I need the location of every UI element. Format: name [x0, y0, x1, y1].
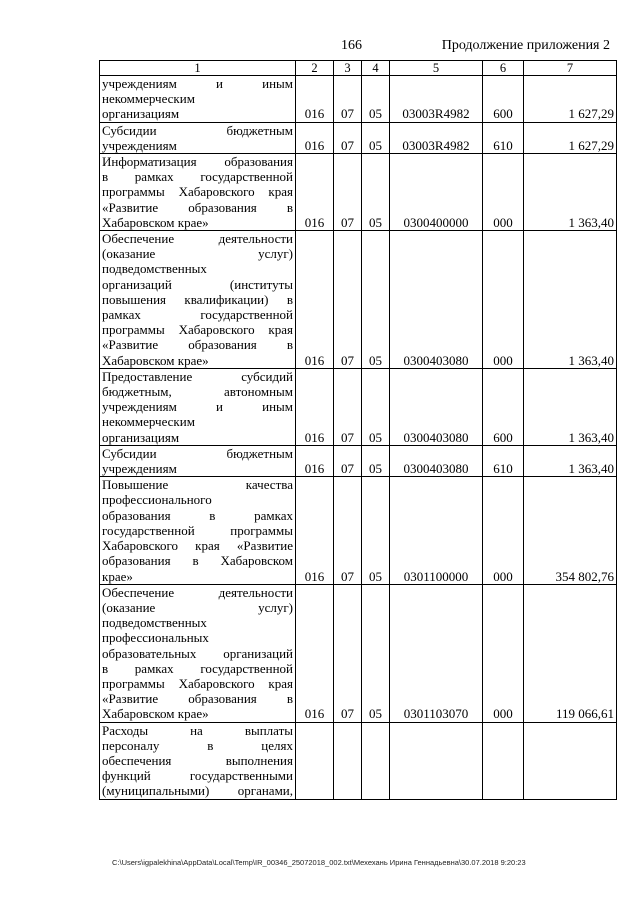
table-row: [100, 76, 617, 123]
amount: 1 363,40: [524, 368, 617, 445]
row-name-line: профессиональных: [102, 630, 209, 646]
row-name-line: учреждениям: [102, 137, 177, 153]
row-name-line: программы Хабаровского края: [102, 184, 293, 200]
target-article-code: 03003R4982: [390, 122, 483, 153]
expense-type-code: 600: [483, 368, 524, 445]
section-code: 07: [334, 477, 362, 584]
row-name-line: Обеспечение деятельности: [102, 231, 293, 247]
row-name: [100, 584, 296, 722]
row-name-line: в рамках государственной: [102, 660, 293, 676]
page-number: 166: [341, 38, 362, 53]
expense-type-code: 000: [483, 231, 524, 369]
subsection-code: 05: [362, 368, 390, 445]
row-name-line: образования в рамках: [102, 507, 293, 523]
row-name-line: Хабаровском крае»: [102, 352, 209, 368]
subsection-code: 05: [362, 231, 390, 369]
row-name-line: учреждениям и иным: [102, 399, 293, 415]
table-row: [100, 722, 617, 799]
column-number: 2: [296, 61, 334, 76]
target-article-code: 0300400000: [390, 154, 483, 231]
table-row: [100, 445, 617, 476]
chapter-code: 016: [296, 368, 334, 445]
target-article-code: 0300403080: [390, 368, 483, 445]
target-article-code: [390, 722, 483, 799]
budget-table: [99, 60, 617, 800]
subsection-code: [362, 722, 390, 799]
row-name-line: организациям: [102, 429, 180, 445]
row-name-line: (оказание услуг): [102, 246, 293, 262]
subsection-code: 05: [362, 584, 390, 722]
section-code: 07: [334, 368, 362, 445]
target-article-code: 0300403080: [390, 445, 483, 476]
amount: 1 627,29: [524, 76, 617, 123]
column-number: 7: [524, 61, 617, 76]
row-name-line: Расходы на выплаты: [102, 722, 293, 738]
amount: 1 627,29: [524, 122, 617, 153]
target-article-code: 0301100000: [390, 477, 483, 584]
row-name-line: государственной программы: [102, 522, 293, 538]
target-article-code: 0301103070: [390, 584, 483, 722]
amount: 119 066,61: [524, 584, 617, 722]
row-name-line: образования в Хабаровском: [102, 553, 293, 569]
row-name-line: Хабаровском крае»: [102, 706, 209, 722]
subsection-code: 05: [362, 76, 390, 123]
subsection-code: 05: [362, 477, 390, 584]
row-name: [100, 154, 296, 231]
column-number-row: [100, 61, 617, 76]
row-name-line: подведомственных: [102, 615, 207, 631]
row-name-line: в рамках государственной: [102, 169, 293, 185]
row-name-line: (муниципальными) органами,: [102, 783, 293, 799]
row-name: [100, 76, 296, 123]
target-article-code: 03003R4982: [390, 76, 483, 123]
row-name-line: Информатизация образования: [102, 154, 293, 170]
expense-type-code: 000: [483, 477, 524, 584]
continuation-label: Продолжение приложения 2: [441, 38, 610, 53]
row-name-line: персоналу в целях: [102, 737, 293, 753]
column-number: 3: [334, 61, 362, 76]
row-name: [100, 477, 296, 584]
target-article-code: 0300403080: [390, 231, 483, 369]
row-name-line: Предоставление субсидий: [102, 368, 293, 384]
row-name: [100, 722, 296, 799]
row-name: [100, 368, 296, 445]
table-row: [100, 368, 617, 445]
table-row: [100, 231, 617, 369]
column-number: 5: [390, 61, 483, 76]
section-code: [334, 722, 362, 799]
row-name-line: «Развитие образования в: [102, 337, 293, 353]
row-name-line: подведомственных: [102, 261, 207, 277]
row-name-line: функций государственными: [102, 768, 293, 784]
expense-type-code: 610: [483, 445, 524, 476]
row-name-line: программы Хабаровского края: [102, 322, 293, 338]
subsection-code: 05: [362, 122, 390, 153]
row-name-line: обеспечения выполнения: [102, 752, 293, 768]
row-name-line: образовательных организаций: [102, 645, 293, 661]
file-path-footer: C:\Users\igpalekhina\AppData\Local\Temp\IR_00346_25072018_002.txt\Мехехань Ирина Геннадьевна\30.07.2018 9:20:23: [112, 858, 526, 867]
section-code: 07: [334, 231, 362, 369]
expense-type-code: 610: [483, 122, 524, 153]
row-name: [100, 122, 296, 153]
section-code: 07: [334, 76, 362, 123]
row-name-line: (оказание услуг): [102, 599, 293, 615]
row-name-line: программы Хабаровского края: [102, 675, 293, 691]
row-name-line: учреждениям: [102, 461, 177, 477]
chapter-code: 016: [296, 122, 334, 153]
row-name-line: Хабаровского края «Развитие: [102, 538, 293, 554]
table-row: [100, 122, 617, 153]
row-name-line: Субсидии бюджетным: [102, 122, 293, 138]
chapter-code: [296, 722, 334, 799]
section-code: 07: [334, 445, 362, 476]
row-name-line: некоммерческим: [102, 91, 195, 107]
chapter-code: 016: [296, 445, 334, 476]
subsection-code: 05: [362, 154, 390, 231]
row-name-line: рамках государственной: [102, 307, 293, 323]
section-code: 07: [334, 122, 362, 153]
table-row: [100, 584, 617, 722]
section-code: 07: [334, 154, 362, 231]
subsection-code: 05: [362, 445, 390, 476]
row-name: [100, 231, 296, 369]
row-name: [100, 445, 296, 476]
expense-type-code: 000: [483, 154, 524, 231]
chapter-code: 016: [296, 477, 334, 584]
table-row: [100, 477, 617, 584]
row-name-line: Субсидии бюджетным: [102, 445, 293, 461]
row-name-line: Повышение качества: [102, 477, 293, 493]
amount: 1 363,40: [524, 154, 617, 231]
row-name-line: учреждениям и иным: [102, 76, 293, 91]
row-name-line: Обеспечение деятельности: [102, 584, 293, 600]
amount: [524, 722, 617, 799]
column-number: 4: [362, 61, 390, 76]
row-name-line: профессионального: [102, 492, 212, 508]
amount: 1 363,40: [524, 231, 617, 369]
row-name-line: некоммерческим: [102, 414, 195, 430]
expense-type-code: 000: [483, 584, 524, 722]
row-name-line: крае»: [102, 568, 133, 584]
table-row: [100, 154, 617, 231]
chapter-code: 016: [296, 76, 334, 123]
row-name-line: повышения квалификации) в: [102, 291, 293, 307]
column-number: 1: [100, 61, 296, 76]
row-name-line: «Развитие образования в: [102, 691, 293, 707]
row-name-line: «Развитие образования в: [102, 199, 293, 215]
row-name-line: Хабаровском крае»: [102, 214, 209, 230]
section-code: 07: [334, 584, 362, 722]
expense-type-code: [483, 722, 524, 799]
amount: 1 363,40: [524, 445, 617, 476]
row-name-line: организаций (институты: [102, 276, 293, 292]
column-number: 6: [483, 61, 524, 76]
row-name-line: бюджетным, автономным: [102, 384, 293, 400]
chapter-code: 016: [296, 154, 334, 231]
row-name-line: организациям: [102, 106, 180, 122]
amount: 354 802,76: [524, 477, 617, 584]
expense-type-code: 600: [483, 76, 524, 123]
chapter-code: 016: [296, 584, 334, 722]
chapter-code: 016: [296, 231, 334, 369]
